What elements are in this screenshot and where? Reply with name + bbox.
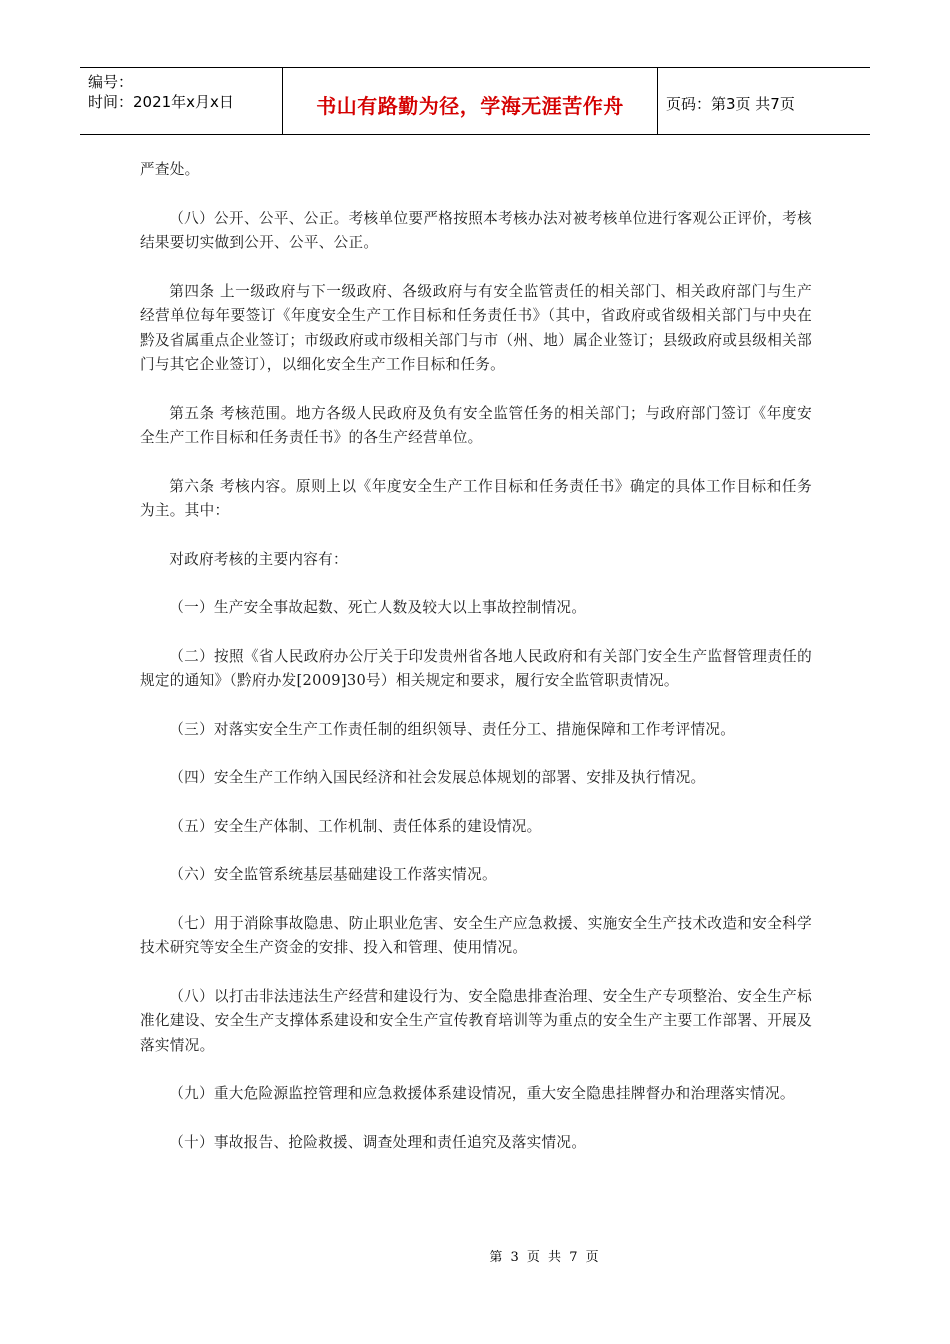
list-item: （六）安全监管系统基层基础建设工作落实情况。 bbox=[169, 866, 497, 883]
header-motto: 书山有路勤为径，学海无涯苦作舟 bbox=[283, 68, 658, 134]
paragraph: （八）公开、公平、公正。考核单位要严格按照本考核办法对被考核单位进行客观公正评价，考核结果要切实做到公开、公平、公正。 bbox=[140, 209, 812, 251]
document-number-label: 编号： bbox=[88, 73, 134, 91]
page-header bbox=[80, 67, 870, 135]
list-item: （七）用于消除事故隐患、防止职业危害、安全生产应急救援、实施安全生产技术改造和安全科学技术研究等安全生产资金的安排、投入和管理、使用情况。 bbox=[140, 914, 812, 956]
list-item: （九）重大危险源监控管理和应急救援体系建设情况，重大安全隐患挂牌督办和治理落实情况。 bbox=[169, 1085, 795, 1102]
article-4-paragraph: 第四条 上一级政府与下一级政府、各级政府与有安全监管责任的相关部门、相关政府部门与生产经营单位每年要签订《年度安全生产工作目标和任务责任书》（其中，省政府或省级相关部门与中央在黔及省属重点企业签订；市级政府或市级相关部门与市（州、地）属企业签订；县级政府或县级相关部门与其它企业签订），以细化安全生产工作目标和任务。 bbox=[140, 282, 812, 373]
list-item: （五）安全生产体制、工作机制、责任体系的建设情况。 bbox=[169, 817, 542, 835]
article-5-paragraph: 第五条 考核范围。地方各级人民政府及负有安全监管任务的相关部门；与政府部门签订《年度安全生产工作目标和任务责任书》的各生产经营单位。 bbox=[140, 404, 812, 446]
list-item: （一）生产安全事故起数、死亡人数及较大以上事故控制情况。 bbox=[169, 599, 587, 616]
list-item: （三）对落实安全生产工作责任制的组织领导、责任分工、措施保障和工作考评情况。 bbox=[169, 720, 736, 738]
list-intro: 对政府考核的主要内容有： bbox=[169, 550, 348, 568]
article-6-paragraph: 第六条 考核内容。原则上以《年度安全生产工作目标和任务责任书》确定的具体工作目标和任务为主。其中： bbox=[140, 477, 812, 519]
list-item: （八）以打击非法违法生产经营和建设行为、安全隐患排查治理、安全生产专项整治、安全生产标准化建设、安全生产支撑体系建设和安全生产宣传教育培训等为重点的安全生产主要工作部署、开展及落实情况。 bbox=[140, 987, 812, 1054]
paragraph: 严查处。 bbox=[140, 161, 200, 178]
header-page-info: 页码：第3页 共7页 bbox=[666, 94, 795, 113]
document-body bbox=[140, 158, 812, 1179]
list-item: （四）安全生产工作纳入国民经济和社会发展总体规划的部署、安排及执行情况。 bbox=[169, 769, 706, 786]
list-item: （十）事故报告、抢险救援、调查处理和责任追究及落实情况。 bbox=[169, 1133, 587, 1151]
page-footer: 第 3 页 共 7 页 bbox=[489, 1250, 601, 1265]
document-date-label: 时间：2021年x月x日 bbox=[88, 93, 234, 111]
header-meta bbox=[80, 68, 283, 134]
list-item: （二）按照《省人民政府办公厅关于印发贵州省各地人民政府和有关部门安全生产监督管理责任的规定的通知》（黔府办发[2009]30号）相关规定和要求，履行安全监管职责情况。 bbox=[140, 647, 812, 689]
